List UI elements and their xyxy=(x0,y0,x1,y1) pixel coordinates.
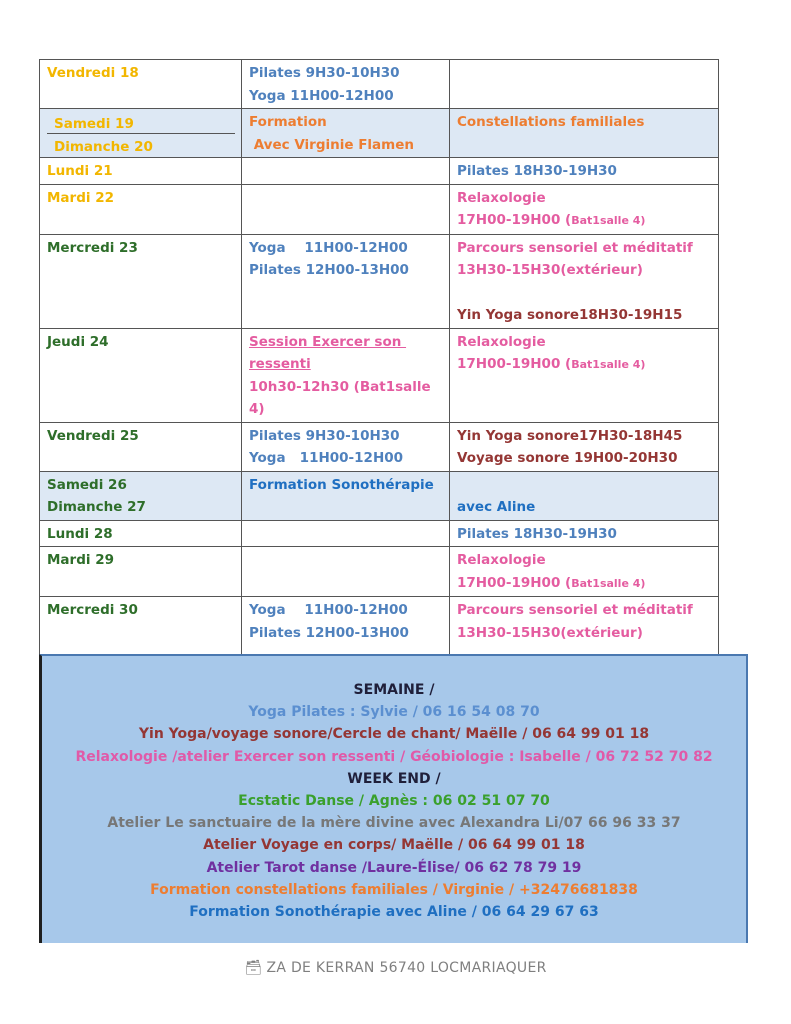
day-top: Samedi 26 xyxy=(47,476,127,493)
day-cell xyxy=(40,471,242,520)
morning-cell xyxy=(242,184,450,234)
contact-line: Atelier Le sanctuaire de la mère divine avec Alexandra Li/07 66 96 33 37 xyxy=(107,815,681,832)
morning-cell xyxy=(242,158,450,185)
table-row xyxy=(40,328,719,422)
activity: Constellations familiales xyxy=(457,114,645,130)
afternoon-cell xyxy=(450,520,719,547)
day-cell: Mercredi 30 xyxy=(40,597,242,691)
table-row xyxy=(40,520,719,547)
afternoon-cell xyxy=(450,184,719,234)
morning-cell xyxy=(242,520,450,547)
afternoon-cell xyxy=(450,422,719,471)
schedule-table xyxy=(39,59,719,691)
contact-line: Yoga Pilates : Sylvie / 06 16 54 08 70 xyxy=(248,704,540,721)
afternoon-cell xyxy=(450,471,719,520)
activity: Yoga 11H00-12H00 xyxy=(249,450,404,466)
activity: 13H30-15H30(extérieur) xyxy=(457,262,643,278)
room-text: Bat1salle 4) xyxy=(571,358,646,371)
table-row xyxy=(40,547,719,597)
day-cell: Mardi 22 xyxy=(40,184,242,234)
day-top: Samedi 19 xyxy=(47,111,235,134)
activity: Yoga 11H00-12H00 xyxy=(249,602,408,618)
activity: Yin Yoga sonore18H30-19H15 xyxy=(457,307,683,323)
activity: avec Aline xyxy=(457,499,536,515)
semaine-heading: SEMAINE / xyxy=(353,682,435,698)
activity: Avec Virginie Flamen xyxy=(249,136,414,153)
activity: Pilates 9H30-10H30 xyxy=(249,427,400,444)
activity: Parcours sensoriel et méditatif xyxy=(457,239,693,256)
activity-time xyxy=(457,209,712,233)
table-row xyxy=(40,234,719,328)
activity: Relaxologie xyxy=(457,552,546,568)
room-text: Bat1salle 4) xyxy=(571,576,646,590)
table-row xyxy=(40,422,719,471)
table-row xyxy=(40,184,719,234)
mailbox-icon: 🗃 xyxy=(244,960,263,976)
activity: Pilates 18H30-19H30 xyxy=(457,163,617,179)
activity: 13H30-15H30(extérieur) xyxy=(457,624,643,641)
contact-line: Formation Sonothérapie avec Aline / 06 64 29 67 63 xyxy=(189,903,599,920)
activity: Session Exercer son xyxy=(249,333,407,350)
contact-line: Yin Yoga/voyage sonore/Cercle de chant/ Maëlle / 06 64 99 01 18 xyxy=(138,726,650,743)
time-text: 17H00-19H00 ( xyxy=(457,212,572,228)
activity-time xyxy=(457,572,712,596)
day-cell xyxy=(40,109,242,158)
contacts-panel xyxy=(39,654,748,943)
day-cell: Lundi 21 xyxy=(40,158,242,185)
activity: Relaxologie xyxy=(457,333,546,350)
afternoon-cell xyxy=(450,328,719,422)
time-text: 17H00-19H00 ( xyxy=(457,574,572,591)
activity: Pilates 9H30-10H30 xyxy=(249,65,400,81)
footer-address xyxy=(0,960,791,976)
contact-line: Relaxologie /atelier Exercer son ressenti / Géobiologie : Isabelle / 06 72 52 70 82 xyxy=(75,748,713,765)
activity: Parcours sensoriel et méditatif xyxy=(457,602,693,618)
activity: Formation xyxy=(249,114,327,130)
day-cell: Vendredi 25 xyxy=(40,422,242,471)
afternoon-cell xyxy=(450,109,719,158)
spacer xyxy=(457,282,712,305)
morning-cell xyxy=(242,471,450,520)
table-row xyxy=(40,109,719,158)
morning-cell xyxy=(242,109,450,158)
spacer xyxy=(457,474,712,497)
table-row xyxy=(40,471,719,520)
afternoon-cell xyxy=(450,234,719,328)
day-cell: Vendredi 18 xyxy=(40,60,242,109)
activity: Pilates 18H30-19H30 xyxy=(457,525,617,542)
activity-time xyxy=(457,353,712,377)
contact-line: Atelier Voyage en corps/ Maëlle / 06 64 99 01 18 xyxy=(203,837,585,854)
morning-cell xyxy=(242,328,450,422)
day-bottom: Dimanche 20 xyxy=(54,139,153,155)
morning-cell xyxy=(242,234,450,328)
contact-line: Formation constellations familiales / Virginie / +32476681838 xyxy=(150,881,638,898)
afternoon-cell xyxy=(450,60,719,109)
day-cell: Mercredi 23 xyxy=(40,234,242,328)
contact-line: Atelier Tarot danse /Laure-Élise/ 06 62 78 79 19 xyxy=(206,859,582,876)
contact-line: Ecstatic Danse / Agnès : 06 02 51 07 70 xyxy=(238,792,550,809)
activity: Formation Sonothérapie xyxy=(249,476,434,493)
activity: Yoga 11H00-12H00 xyxy=(249,239,408,256)
activity: Pilates 12H00-13H00 xyxy=(249,262,409,278)
afternoon-cell xyxy=(450,158,719,185)
activity-time: 10h30-12h30 (Bat1salle 4) xyxy=(249,378,431,417)
day-cell: Mardi 29 xyxy=(40,547,242,597)
day-bottom: Dimanche 27 xyxy=(47,499,146,515)
weekend-heading: WEEK END / xyxy=(347,770,441,787)
activity: Yoga 11H00-12H00 xyxy=(249,87,394,104)
activity: Relaxologie xyxy=(457,189,546,206)
address-text: ZA DE KERRAN 56740 LOCMARIAQUER xyxy=(266,960,547,976)
afternoon-cell xyxy=(450,547,719,597)
time-text: 17H00-19H00 ( xyxy=(457,356,572,372)
table-row xyxy=(40,60,719,109)
room-text: Bat1salle 4) xyxy=(571,214,646,227)
activity: Pilates 12H00-13H00 xyxy=(249,624,409,641)
activity: Voyage sonore 19H00-20H30 xyxy=(457,450,678,466)
morning-cell xyxy=(242,60,450,109)
day-cell: Jeudi 24 xyxy=(40,328,242,422)
day-cell: Lundi 28 xyxy=(40,520,242,547)
morning-cell xyxy=(242,547,450,597)
morning-cell xyxy=(242,422,450,471)
activity: ressenti xyxy=(249,356,311,372)
table-row xyxy=(40,158,719,185)
activity: Yin Yoga sonore17H30-18H45 xyxy=(457,427,683,444)
